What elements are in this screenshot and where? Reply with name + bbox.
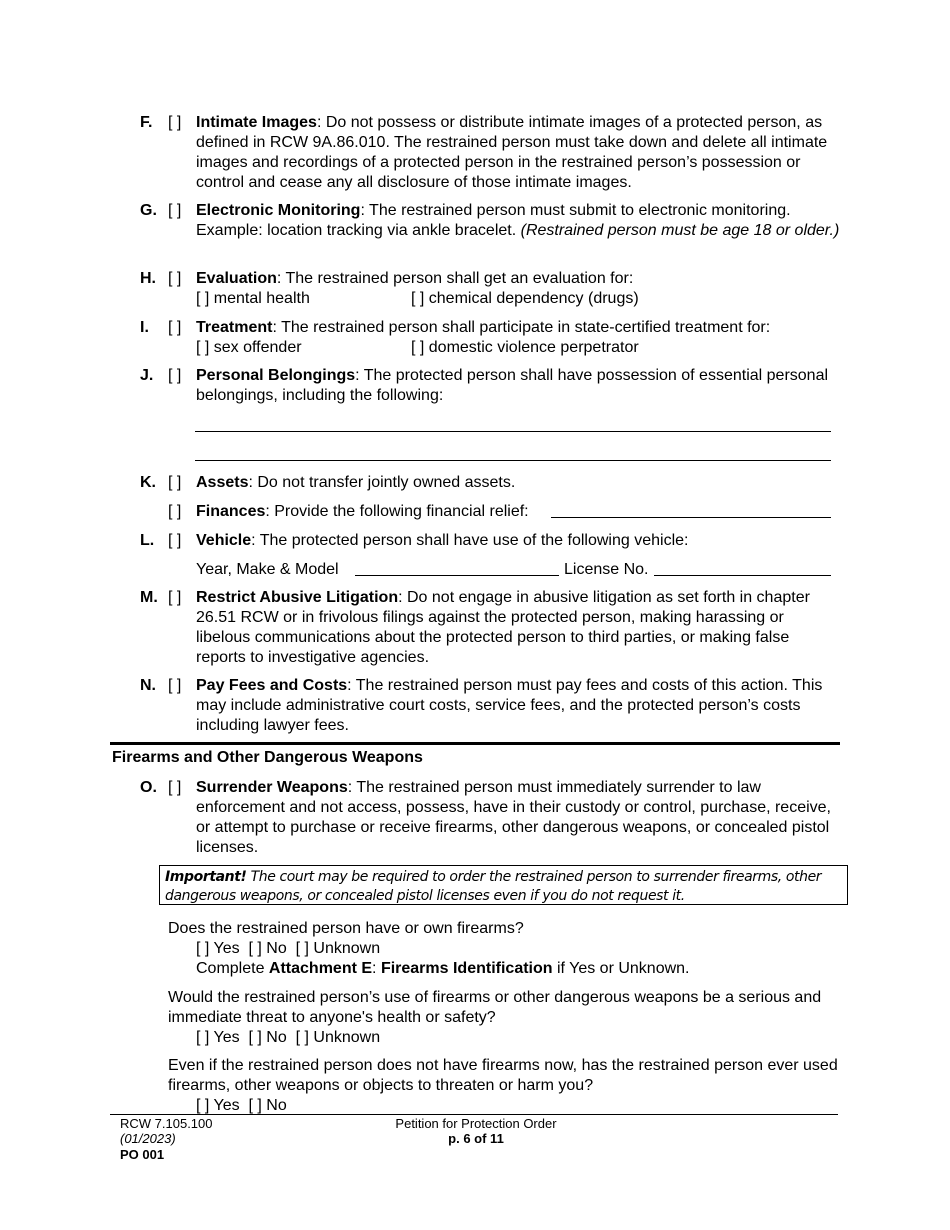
item-title: Restrict Abusive Litigation (196, 589, 399, 606)
item-letter: I. (140, 319, 149, 336)
question-used-weapons (168, 1056, 838, 1116)
year-make-model-field[interactable] (355, 575, 559, 576)
checkbox[interactable]: [ ] (168, 319, 182, 336)
item-title: Intimate Images (196, 114, 317, 131)
checkbox[interactable]: [ ] (168, 270, 182, 287)
item-text: : The restrained person shall get an evaluation for: (276, 270, 634, 287)
item-title: Surrender Weapons (196, 779, 348, 796)
item-text: : Provide the following financial relief: (265, 503, 529, 520)
item-note: (Restrained person must be age 18 or older.) (520, 222, 840, 239)
footer-divider (110, 1114, 838, 1115)
checkbox[interactable]: [ ] (168, 202, 182, 219)
item-letter: J. (140, 367, 154, 384)
item-letter: M. (140, 589, 158, 606)
item-letter: F. (140, 114, 153, 131)
item-text: : The protected person shall have possession of essential personal belongings, including the following: (196, 367, 829, 404)
checkbox[interactable]: [ ] (168, 532, 182, 549)
item-title: Vehicle (196, 532, 252, 549)
item-title: Treatment (196, 319, 273, 336)
item-text: : The restrained person must immediately surrender to law enforcement and not access, possess, have in their custody or control, purchase, receive, or attempt to purchase or receive firearms, other dangerous weapons, or concealed pistol licenses. (196, 779, 831, 856)
item-text: : Do not transfer jointly owned assets. (248, 474, 516, 491)
footer-form-number: PO 001 (120, 1147, 165, 1162)
section-divider (110, 742, 840, 745)
item-letter: N. (140, 677, 156, 694)
checkbox[interactable]: [ ] (168, 114, 182, 131)
item-letter: G. (140, 202, 157, 219)
section-heading: Firearms and Other Dangerous Weapons (112, 749, 423, 766)
footer-date: (01/2023) (120, 1131, 176, 1146)
item-title: Evaluation (196, 270, 277, 287)
checkbox[interactable]: [ ] (168, 367, 182, 384)
question-have-firearms (168, 919, 838, 979)
answer-options[interactable]: [ ] Yes [ ] No [ ] Unknown (196, 940, 381, 957)
question-text: Even if the restrained person does not have firearms now, has the restrained person ever used firearms, other weapons or objects to threaten or harm you? (168, 1057, 838, 1094)
financial-relief-field[interactable] (551, 517, 831, 518)
item-title: Assets (196, 474, 249, 491)
checkbox[interactable]: [ ] (168, 779, 182, 796)
item-letter: O. (140, 779, 157, 796)
answer-options[interactable]: [ ] Yes [ ] No (196, 1097, 287, 1114)
attachment-note: Complete Attachment E: Firearms Identification if Yes or Unknown. (196, 960, 690, 977)
item-text: : The protected person shall have use of the following vehicle: (251, 532, 689, 549)
important-notice (159, 865, 848, 905)
fill-in-line[interactable] (195, 431, 831, 432)
item-title: Pay Fees and Costs (196, 677, 348, 694)
checkbox[interactable]: [ ] (168, 503, 182, 520)
item-letter: L. (140, 532, 155, 549)
item-text: : Do not engage in abusive litigation as set forth in chapter 26.51 RCW or in frivolous filings against the protected person, making harassing or libelous communications about the protected person to third parties, or making false reports to investigative agencies. (196, 589, 810, 666)
fill-in-line[interactable] (195, 460, 831, 461)
option-mental-health[interactable]: [ ] mental health (196, 290, 310, 307)
checkbox[interactable]: [ ] (168, 677, 182, 694)
license-no-field[interactable] (654, 575, 831, 576)
item-text: : The restrained person must pay fees and costs of this action. This may include administrative court costs, service fees, and the protected person’s costs including lawyer fees. (196, 677, 823, 734)
option-sex-offender[interactable]: [ ] sex offender (196, 339, 302, 356)
item-letter: K. (140, 474, 156, 491)
item-letter: H. (140, 270, 156, 287)
question-serious-threat (168, 988, 838, 1048)
footer-page-number: p. 6 of 11 (448, 1131, 504, 1146)
item-text: : The restrained person must submit to electronic monitoring. Example: location tracking via ankle bracelet. (196, 202, 791, 239)
item-text: : Do not possess or distribute intimate images of a protected person, as defined in RCW 9A.86.010. The restrained person must take down and delete all intimate images and recordings of a protected person in the restrained person’s possession or control and cease any all disclosure of those intimate images. (196, 114, 828, 191)
checkbox[interactable]: [ ] (168, 474, 182, 491)
question-text: Would the restrained person’s use of firearms or other dangerous weapons be a serious and immediate threat to anyone's health or safety? (168, 989, 822, 1026)
footer-title: Petition for Protection Order (395, 1116, 557, 1131)
year-make-model-label: Year, Make & Model (196, 561, 339, 578)
item-title: Finances (196, 503, 266, 520)
option-chemical-dependency[interactable]: [ ] chemical dependency (drugs) (411, 290, 639, 307)
answer-options[interactable]: [ ] Yes [ ] No [ ] Unknown (196, 1029, 381, 1046)
item-title: Electronic Monitoring (196, 202, 361, 219)
item-text: : The restrained person shall participate in state-certified treatment for: (272, 319, 771, 336)
item-title: Personal Belongings (196, 367, 356, 384)
important-label: Important! (165, 869, 247, 885)
license-no-label: License No. (564, 561, 649, 578)
checkbox[interactable]: [ ] (168, 589, 182, 606)
question-text: Does the restrained person have or own firearms? (168, 920, 524, 937)
footer-rcw: RCW 7.105.100 (120, 1116, 213, 1131)
important-text: The court may be required to order the restrained person to surrender firearms, other dangerous weapons, or concealed pistol licenses even if you do not request it. (165, 869, 822, 904)
option-dv-perpetrator[interactable]: [ ] domestic violence perpetrator (411, 339, 639, 356)
